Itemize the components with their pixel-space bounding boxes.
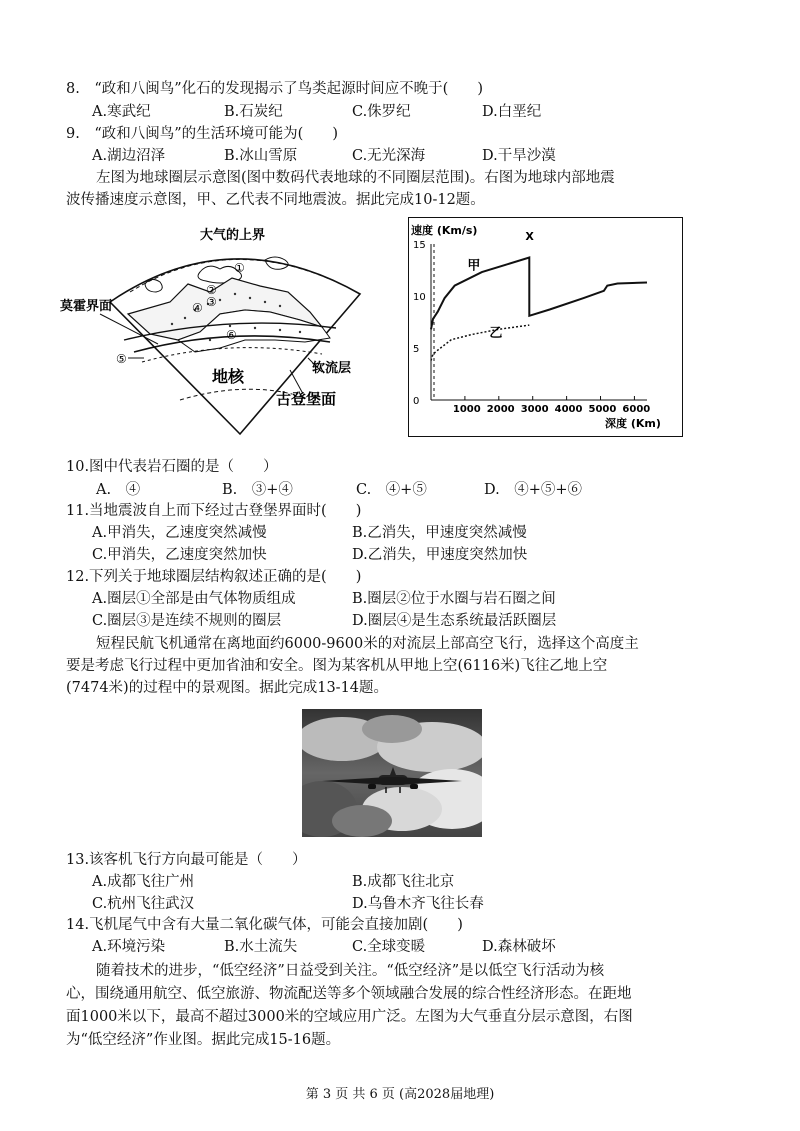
q13-stem: 13.该客机飞行方向最可能是（ ） <box>66 852 307 868</box>
q14-option-b: B.水土流失 <box>224 939 298 955</box>
intro-10-12-line2: 波传播速度示意图，甲、乙代表不同地震波。据此完成10-12题。 <box>66 192 485 208</box>
q12-option-d: D.圈层④是生态系统最活跃圈层 <box>352 613 557 629</box>
label-core: 地核 <box>212 367 245 386</box>
q9-option-b: B.冰山雪原 <box>224 148 298 164</box>
q8-stem: 8. “政和八闽鸟”化石的发现揭示了鸟类起源时间应不晚于( ) <box>66 81 483 97</box>
q8-option-a: A.寒武纪 <box>92 104 151 120</box>
layer-number-4: ④ <box>192 301 203 315</box>
x-tick-label: 3000 <box>520 404 549 415</box>
chart-xlabel: 深度 (Km) <box>605 417 661 430</box>
y-tick-label: 10 <box>413 292 426 303</box>
intro-10-12-line1: 左图为地球圈层示意图(图中数码代表地球的不同圈层范围)。右图为地球内部地震 <box>96 170 615 186</box>
chart-marker-x: X <box>525 230 534 243</box>
q10-stem: 10.图中代表岩石圈的是（ ） <box>66 459 278 475</box>
q8-option-b: B.石炭纪 <box>224 104 283 120</box>
q12-option-c: C.圈层③是连续不规则的圈层 <box>92 613 282 629</box>
q9-stem: 9. “政和八闽鸟”的生活环境可能为( ) <box>66 126 338 142</box>
q12-option-a: A.圈层①全部是由气体物质组成 <box>92 591 296 607</box>
q12-option-b: B.圈层②位于水圈与岩石圈之间 <box>352 591 556 607</box>
y-tick-label: 5 <box>413 344 420 355</box>
label-gutenberg: 古登堡面 <box>276 390 337 408</box>
x-tick-label: 2000 <box>486 404 515 415</box>
q10-option-c: C. ④+⑤ <box>356 482 427 498</box>
q14-option-a: A.环境污染 <box>92 939 166 955</box>
layer-number-5: ⑤ <box>116 352 127 366</box>
intro-15-16-line1: 随着技术的进步，“低空经济”日益受到关注。“低空经济”是以低空飞行活动为核 <box>96 963 605 979</box>
airplane-cloud-photo <box>302 709 482 837</box>
x-tick-label: 4000 <box>554 404 583 415</box>
earth-layers-diagram <box>60 222 390 447</box>
intro-13-14-line2: 要是考虑飞行过程中更加省油和安全。图为某客机从甲地上空(6116米)飞往乙地上空 <box>66 658 608 674</box>
seismic-wave-chart <box>408 217 683 437</box>
layer-number-3: ③ <box>206 295 217 309</box>
y-tick-label: 0 <box>413 396 420 407</box>
intro-15-16-line3: 面1000米以下，最高不超过3000米的空域应用广泛。左图为大气垂直分层示意图，右图 <box>66 1009 633 1025</box>
q10-option-d: D. ④+⑤+⑥ <box>484 482 583 498</box>
q13-option-b: B.成都飞往北京 <box>352 874 455 890</box>
layer-number-6: ⑥ <box>226 328 237 342</box>
q11-option-b: B.乙消失，甲速度突然减慢 <box>352 525 527 541</box>
series-line-1 <box>431 258 647 330</box>
q11-stem: 11.当地震波自上而下经过古登堡界面时( ) <box>66 503 362 519</box>
layer-number-1: ① <box>234 261 245 275</box>
q13-option-d: D.乌鲁木齐飞往长春 <box>352 896 484 912</box>
series-label-1: 甲 <box>467 258 481 274</box>
intro-13-14-line1: 短程民航飞机通常在离地面约6000-9600米的对流层上部高空飞行，选择这个高度主 <box>96 636 639 652</box>
q9-option-d: D.干旱沙漠 <box>482 148 556 164</box>
q10-option-a: A. ④ <box>96 482 141 498</box>
q9-option-c: C.无光深海 <box>352 148 426 164</box>
page-footer: 第 3 页 共 6 页 (高2028届地理) <box>305 1087 495 1102</box>
layer-number-2: ② <box>206 283 217 297</box>
q14-option-d: D.森林破坏 <box>482 939 556 955</box>
q12-stem: 12.下列关于地球圈层结构叙述正确的是( ) <box>66 569 362 585</box>
chart-ylabel: 速度 (Km/s) <box>411 224 478 237</box>
intro-13-14-line3: (7474米)的过程中的景观图。据此完成13-14题。 <box>66 680 389 696</box>
intro-15-16-line2: 心，围绕通用航空、低空旅游、物流配送等多个领域融合发展的综合性经济形态。在距地 <box>66 986 632 1002</box>
label-moho: 莫霍界面 <box>60 299 113 314</box>
label-atmosphere-top: 大气的上界 <box>200 228 266 243</box>
q10-option-b: B. ③+④ <box>222 482 293 498</box>
q13-option-a: A.成都飞往广州 <box>92 874 195 890</box>
q14-stem: 14.飞机尾气中含有大量二氧化碳气体，可能会直接加剧( ) <box>66 917 463 933</box>
q14-option-c: C.全球变暖 <box>352 939 426 955</box>
x-tick-label: 5000 <box>588 404 617 415</box>
q13-option-c: C.杭州飞往武汉 <box>92 896 195 912</box>
x-tick-label: 6000 <box>622 404 651 415</box>
x-tick-label: 1000 <box>452 404 481 415</box>
y-tick-label: 15 <box>413 240 426 251</box>
q11-option-c: C.甲消失，乙速度突然加快 <box>92 547 267 563</box>
series-label-2: 乙 <box>489 326 503 342</box>
q8-option-d: D.白垩纪 <box>482 104 542 120</box>
q9-option-a: A.湖边沼泽 <box>92 148 166 164</box>
intro-15-16-line4: 为“低空经济”作业图。据此完成15-16题。 <box>66 1032 341 1048</box>
q8-option-c: C.侏罗纪 <box>352 104 411 120</box>
series-line-2 <box>431 325 529 360</box>
label-asthenosphere: 软流层 <box>312 361 352 376</box>
q11-option-a: A.甲消失，乙速度突然减慢 <box>92 525 267 541</box>
q11-option-d: D.乙消失，甲速度突然加快 <box>352 547 528 563</box>
